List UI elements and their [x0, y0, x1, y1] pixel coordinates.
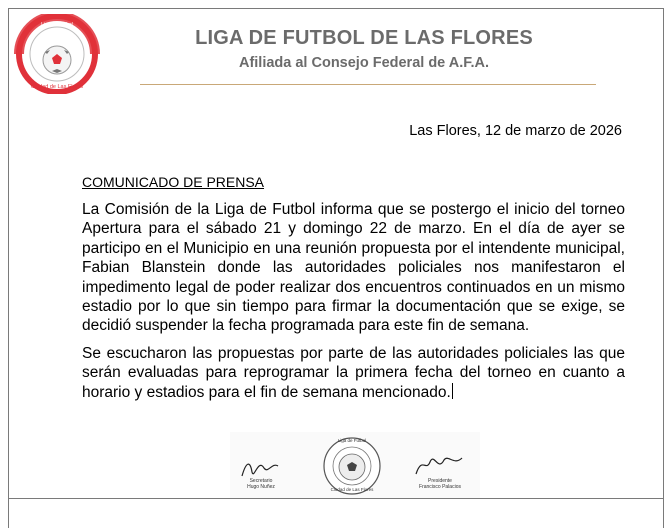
letter-date: Las Flores, 12 de marzo de 2026 — [409, 123, 622, 139]
letter-body[interactable] — [82, 200, 625, 410]
page-bottom-border — [8, 498, 664, 499]
signature-footer — [230, 432, 480, 498]
seal-bottom-text: Ciudad de Las Flores — [330, 487, 374, 492]
president-role: Presidente — [428, 478, 452, 484]
president-name: Francisco Palacios — [419, 484, 461, 490]
soccer-ball-icon — [43, 46, 71, 74]
svg-text:Ciudad de Las Flores: Ciudad de Las Flores — [30, 84, 84, 90]
league-logo — [14, 14, 100, 94]
secretary-role: Secretario — [249, 478, 273, 484]
body-paragraph-2: Se escucharon las propuestas por parte de las autoridades policiales las que serán evaluadas para reprogramar la primera fecha del torneo en cuanto a horario y estadios para el fin de semana mencionado. — [82, 344, 625, 401]
soccer-ball-icon — [339, 454, 365, 480]
body-paragraph-1: La Comisión de la Liga de Futbol informa que se postergo el inicio del torneo Apertura para el sábado 21 y domingo 22 de marzo. En el día de ayer se participo en el Municipio en una reunión propuesta por el intendente municipal, Fabian Blanstein donde las autoridades policiales nos manifestaron el impedimento legal de poder realizar dos encuentros continuados en un mismo estadio por lo que sin tiempo para firmar la documentación que se exige, se decidió suspender la fecha programada para este fin de semana. — [82, 201, 625, 335]
secretary-name: Hugo Nuñez — [247, 484, 275, 490]
league-seal — [324, 438, 380, 494]
press-release-heading: COMUNICADO DE PRENSA — [82, 174, 265, 190]
seal-top-text: Liga de Futbol — [337, 438, 367, 443]
header-divider — [140, 84, 596, 85]
text-cursor — [452, 383, 453, 399]
svg-text:Liga de Futbol: Liga de Futbol — [41, 22, 73, 28]
organization-subtitle: Afiliada al Consejo Federal de A.F.A. — [238, 55, 490, 71]
organization-title: LIGA DE FUTBOL DE LAS FLORES — [195, 27, 533, 49]
